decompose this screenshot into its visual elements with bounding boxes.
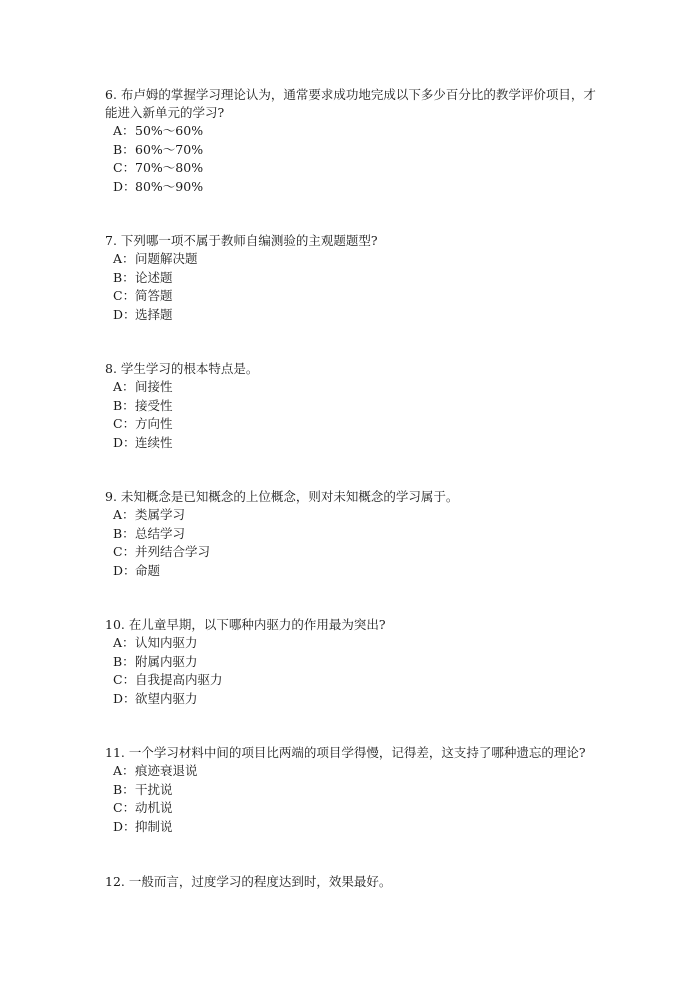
option-d bbox=[113, 818, 605, 837]
option-letter: D： bbox=[113, 562, 136, 578]
option-letter: B： bbox=[113, 397, 135, 413]
option-b bbox=[113, 525, 605, 544]
option-text: 论述题 bbox=[135, 269, 173, 285]
option-letter: B： bbox=[113, 141, 135, 157]
option-letter: D： bbox=[113, 434, 136, 450]
option-text: 抑制说 bbox=[135, 818, 173, 834]
option-c bbox=[113, 415, 605, 434]
option-letter: D： bbox=[113, 306, 136, 322]
option-letter: C： bbox=[113, 160, 136, 175]
option-letter: B： bbox=[113, 525, 135, 541]
option-c bbox=[113, 799, 605, 818]
option-a bbox=[113, 250, 605, 269]
option-b bbox=[113, 781, 605, 800]
option-letter: D： bbox=[113, 178, 136, 194]
option-text: 选择题 bbox=[135, 306, 173, 322]
option-a bbox=[113, 506, 605, 525]
option-letter: C： bbox=[113, 672, 136, 687]
option-text: 认知内驱力 bbox=[135, 635, 198, 650]
option-b bbox=[113, 269, 605, 288]
option-text: 80%～90% bbox=[135, 178, 204, 194]
option-text: 欲望内驱力 bbox=[135, 690, 198, 706]
option-letter: B： bbox=[113, 269, 135, 285]
option-text: 问题解决题 bbox=[135, 251, 198, 266]
option-b bbox=[113, 397, 605, 416]
option-text: 自我提高内驱力 bbox=[135, 672, 223, 687]
option-text: 动机说 bbox=[135, 800, 173, 815]
option-letter: A： bbox=[113, 251, 135, 266]
option-letter: C： bbox=[113, 800, 136, 815]
question-7 bbox=[105, 232, 605, 324]
question-9 bbox=[105, 488, 605, 580]
option-d bbox=[113, 178, 605, 197]
option-letter: D： bbox=[113, 690, 136, 706]
option-list bbox=[105, 634, 605, 708]
option-b bbox=[113, 653, 605, 672]
question-stem-continued: 能进入新单元的学习? bbox=[105, 105, 225, 120]
option-text: 接受性 bbox=[135, 397, 173, 413]
option-text: 并列结合学习 bbox=[135, 544, 211, 559]
question-stem: 12. 一般而言，过度学习的程度达到时，效果最好。 bbox=[105, 874, 392, 889]
option-text: 方向性 bbox=[135, 416, 173, 431]
option-list bbox=[105, 250, 605, 324]
option-list bbox=[105, 762, 605, 836]
option-text: 连续性 bbox=[135, 434, 173, 450]
option-text: 总结学习 bbox=[135, 525, 186, 541]
option-text: 间接性 bbox=[135, 379, 173, 394]
option-letter: A： bbox=[113, 635, 135, 650]
option-d bbox=[113, 306, 605, 325]
option-text: 痕迹衰退说 bbox=[135, 763, 198, 778]
option-text: 类属学习 bbox=[135, 507, 186, 522]
option-a bbox=[113, 762, 605, 781]
option-text: 命题 bbox=[135, 562, 161, 578]
option-letter: C： bbox=[113, 416, 136, 431]
option-list bbox=[105, 506, 605, 580]
option-letter: C： bbox=[113, 288, 136, 303]
question-stem: 9. 未知概念是已知概念的上位概念，则对未知概念的学习属于。 bbox=[105, 489, 459, 504]
option-text: 简答题 bbox=[135, 288, 173, 303]
option-text: 干扰说 bbox=[135, 781, 173, 797]
question-stem: 11. 一个学习材料中间的项目比两端的项目学得慢，记得差，这支持了哪种遗忘的理论? bbox=[105, 745, 586, 760]
question-12 bbox=[105, 873, 605, 891]
option-list bbox=[105, 378, 605, 452]
option-letter: B： bbox=[113, 653, 135, 669]
question-stem: 6. 布卢姆的掌握学习理论认为，通常要求成功地完成以下多少百分比的教学评价项目，才 bbox=[105, 87, 596, 102]
option-letter: A： bbox=[113, 379, 135, 394]
option-d bbox=[113, 562, 605, 581]
question-10 bbox=[105, 616, 605, 708]
question-6 bbox=[105, 86, 605, 196]
option-a bbox=[113, 122, 605, 141]
option-text: 50%～60% bbox=[135, 123, 204, 138]
option-letter: A： bbox=[113, 763, 135, 778]
option-b bbox=[113, 141, 605, 160]
option-text: 附属内驱力 bbox=[135, 653, 198, 669]
option-c bbox=[113, 671, 605, 690]
option-d bbox=[113, 434, 605, 453]
option-text: 60%～70% bbox=[135, 141, 204, 157]
question-11 bbox=[105, 744, 605, 836]
option-text: 70%～80% bbox=[135, 160, 204, 175]
question-stem: 8. 学生学习的根本特点是。 bbox=[105, 361, 259, 376]
option-letter: C： bbox=[113, 544, 136, 559]
option-a bbox=[113, 378, 605, 397]
question-stem: 7. 下列哪一项不属于教师自编测验的主观题题型? bbox=[105, 233, 378, 248]
option-letter: D： bbox=[113, 818, 136, 834]
option-d bbox=[113, 690, 605, 709]
option-letter: B： bbox=[113, 781, 135, 797]
question-stem: 10. 在儿童早期，以下哪种内驱力的作用最为突出? bbox=[105, 617, 386, 632]
option-a bbox=[113, 634, 605, 653]
option-letter: A： bbox=[113, 507, 135, 522]
option-c bbox=[113, 159, 605, 178]
option-c bbox=[113, 543, 605, 562]
option-letter: A： bbox=[113, 123, 135, 138]
option-c bbox=[113, 287, 605, 306]
question-8 bbox=[105, 360, 605, 452]
option-list bbox=[105, 122, 605, 196]
